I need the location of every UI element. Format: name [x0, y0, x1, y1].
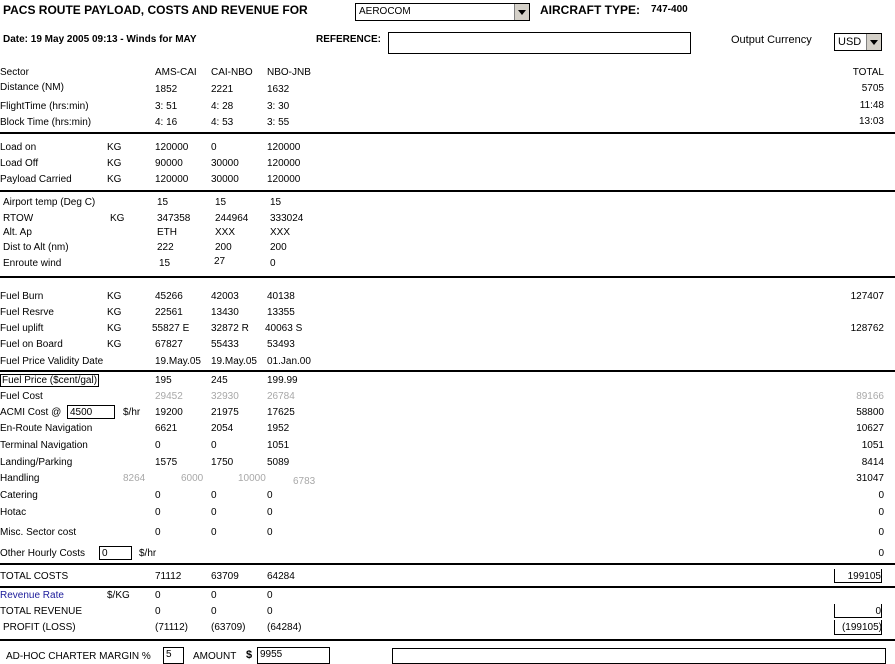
cell: 2221 [211, 84, 234, 95]
row-label: Load Off [0, 158, 39, 169]
cell: 1632 [267, 84, 290, 95]
total-cell: 1051 [861, 440, 884, 451]
row-label: Handling [0, 473, 40, 484]
cell: 4: 28 [211, 101, 234, 112]
cell: 15 [157, 197, 169, 208]
revenue-rate-label[interactable]: Revenue Rate [0, 590, 64, 601]
cell: 45266 [155, 291, 183, 302]
currency-select-value: USD [838, 36, 862, 48]
row-label: Fuel Burn [0, 291, 44, 302]
total-cell: 0 [878, 548, 884, 559]
cell: 17625 [267, 407, 295, 418]
row-label: Catering [0, 490, 38, 501]
cell: 6000 [181, 473, 204, 484]
reference-label: REFERENCE: [316, 34, 382, 45]
cell: 8264 [123, 473, 146, 484]
unit: KG [107, 323, 122, 334]
amount-currency: $ [246, 649, 253, 661]
cell: 244964 [215, 213, 249, 224]
total-cell: 0 [878, 507, 884, 518]
divider [0, 563, 895, 565]
divider [0, 276, 895, 278]
cell: (64284) [267, 622, 302, 633]
row-label: Alt. Ap [3, 227, 32, 238]
cell: 1852 [155, 84, 178, 95]
row-label: Fuel uplift [0, 323, 44, 334]
cell: 21975 [211, 407, 239, 418]
cell: 1952 [267, 423, 290, 434]
cell: 120000 [267, 174, 301, 185]
cell: 5089 [267, 457, 290, 468]
cell: 42003 [211, 291, 239, 302]
divider [0, 132, 895, 134]
unit: $/KG [107, 590, 130, 601]
total-cell: 0 [878, 527, 884, 538]
row-label: Airport temp (Deg C) [3, 197, 96, 208]
cell: 01.Jan.00 [267, 356, 311, 367]
cell: 120000 [267, 142, 301, 153]
cell: (63709) [211, 622, 246, 633]
cell: 19.May.05 [211, 356, 257, 367]
cell: 90000 [155, 158, 183, 169]
cell: 200 [215, 242, 232, 253]
total-cell: 10627 [856, 423, 884, 434]
row-label: Load on [0, 142, 37, 153]
total-cell: 13:03 [858, 116, 884, 127]
unit: KG [107, 174, 122, 185]
sector-col-3: NBO-JNB [267, 67, 311, 78]
cell: (71112) [155, 622, 188, 633]
row-label: Fuel on Board [0, 339, 63, 350]
cell: 0 [155, 527, 161, 538]
total-cell: 0 [875, 606, 881, 617]
cell: 0 [267, 606, 273, 617]
cell: 67827 [155, 339, 183, 350]
sector-col-1: AMS-CAI [155, 67, 197, 78]
row-label: Fuel Cost [0, 391, 43, 402]
row-label: RTOW [3, 213, 34, 224]
row-label: PROFIT (LOSS) [3, 622, 76, 633]
cell: 0 [155, 507, 161, 518]
reference-input[interactable] [388, 32, 691, 54]
cell: 4: 53 [211, 117, 234, 128]
cell: 29452 [155, 391, 183, 402]
total-cell: 0 [878, 490, 884, 501]
cell: 1750 [211, 457, 234, 468]
cell: 3: 55 [267, 117, 290, 128]
total-cell: 89166 [856, 391, 884, 402]
operator-select[interactable] [355, 3, 530, 21]
row-label: FlightTime (hrs:min) [0, 101, 89, 112]
unit: $/hr [139, 548, 157, 559]
page-title: PACS ROUTE PAYLOAD, COSTS AND REVENUE FOR [3, 3, 308, 17]
aircraft-type-value: 747-400 [651, 4, 688, 15]
cell: 333024 [270, 213, 304, 224]
currency-select[interactable] [834, 33, 882, 51]
cell: ETH [157, 227, 177, 238]
cell: 199.99 [267, 375, 298, 386]
cell: 0 [155, 590, 161, 601]
acmi-rate-input[interactable]: 4500 [67, 405, 115, 419]
cell: 1575 [155, 457, 178, 468]
row-label: ACMI Cost @ [0, 407, 62, 418]
cell: 6621 [155, 423, 178, 434]
cell: 120000 [155, 174, 189, 185]
cell: 30000 [211, 174, 239, 185]
cell: 120000 [155, 142, 189, 153]
date-line: Date: 19 May 2005 09:13 - Winds for MAY [3, 34, 197, 45]
row-label: TOTAL REVENUE [0, 606, 83, 617]
aircraft-type-label: AIRCRAFT TYPE: [540, 3, 640, 17]
row-label: TOTAL COSTS [0, 571, 69, 582]
cell: 40138 [267, 291, 295, 302]
cell: 1051 [267, 440, 290, 451]
cell: 245 [211, 375, 228, 386]
cell: 15 [215, 197, 227, 208]
cell: 13430 [211, 307, 239, 318]
cell: 0 [211, 142, 217, 153]
cell: 0 [267, 527, 273, 538]
total-cell: 8414 [861, 457, 884, 468]
row-label: Distance (NM) [0, 82, 64, 93]
row-label: Other Hourly Costs [0, 548, 86, 559]
cell: 64284 [267, 571, 295, 582]
cell: 0 [211, 606, 217, 617]
other-hourly-rate-input[interactable]: 0 [99, 546, 132, 560]
cell: 200 [270, 242, 287, 253]
row-label: En-Route Navigation [0, 423, 93, 434]
cell: 26784 [267, 391, 295, 402]
cell: 63709 [211, 571, 239, 582]
row-label: Fuel Price Validity Date [0, 356, 104, 367]
cell: 347358 [157, 213, 191, 224]
margin-input[interactable]: 5 [163, 647, 184, 664]
operator-select-value: AEROCOM [359, 6, 411, 17]
cell: 22561 [155, 307, 183, 318]
cell: 0 [267, 490, 273, 501]
divider [0, 639, 895, 641]
cell: 4: 16 [155, 117, 178, 128]
unit: KG [107, 307, 122, 318]
cell: 0 [211, 507, 217, 518]
cell: 222 [157, 242, 174, 253]
total-header: TOTAL [852, 67, 884, 78]
unit: $/hr [123, 407, 141, 418]
cell: 6783 [293, 476, 316, 487]
sector-col-2: CAI-NBO [211, 67, 253, 78]
cell: 32872 R [211, 323, 249, 334]
unit: KG [107, 291, 122, 302]
notes-input[interactable] [392, 648, 886, 664]
currency-label: Output Currency [731, 34, 812, 46]
divider [0, 190, 895, 192]
row-label: Dist to Alt (nm) [3, 242, 69, 253]
cell: 0 [267, 590, 273, 601]
cell: 40063 S [265, 323, 303, 334]
row-label: Hotac [0, 507, 27, 518]
cell: 0 [211, 527, 217, 538]
cell: 15 [270, 197, 282, 208]
margin-label: AD-HOC CHARTER MARGIN % [6, 651, 151, 662]
cell: 0 [155, 440, 161, 451]
cell: 0 [211, 440, 217, 451]
unit: KG [107, 142, 122, 153]
cell: 0 [267, 507, 273, 518]
cell: 0 [155, 490, 161, 501]
cell: 15 [159, 258, 171, 269]
chevron-down-icon[interactable] [866, 34, 881, 50]
divider [0, 586, 895, 588]
cell: 19.May.05 [155, 356, 201, 367]
row-label: Misc. Sector cost [0, 527, 77, 538]
cell: 3: 30 [267, 101, 290, 112]
cell: 32930 [211, 391, 239, 402]
total-cell: 31047 [856, 473, 884, 484]
cell: 0 [211, 590, 217, 601]
cell: 10000 [238, 473, 266, 484]
cell: 0 [155, 606, 161, 617]
cell: 53493 [267, 339, 295, 350]
cell: 27 [214, 256, 226, 267]
cell: XXX [270, 227, 291, 238]
fuel-price-button[interactable]: Fuel Price ($cent/gal) [2, 375, 98, 386]
row-label: Block Time (hrs:min) [0, 117, 92, 128]
unit: KG [107, 158, 122, 169]
cell: 55827 E [152, 323, 190, 334]
cell: XXX [215, 227, 236, 238]
row-label: Enroute wind [3, 258, 62, 269]
total-cell: 128762 [850, 323, 884, 334]
cell: 195 [155, 375, 172, 386]
total-cell: (199105) [841, 622, 882, 633]
row-label: Fuel Resrve [0, 307, 54, 318]
cell: 0 [270, 258, 276, 269]
cell: 55433 [211, 339, 239, 350]
row-label: Payload Carried [0, 174, 72, 185]
sector-label: Sector [0, 67, 29, 78]
chevron-down-icon[interactable] [514, 4, 529, 20]
cell: 30000 [211, 158, 239, 169]
cell: 3: 51 [155, 101, 178, 112]
cell: 0 [211, 490, 217, 501]
row-label: Landing/Parking [0, 457, 73, 468]
cell: 120000 [267, 158, 301, 169]
total-cell: 5705 [861, 83, 884, 94]
total-cell: 11:48 [859, 100, 884, 111]
cell: 19200 [155, 407, 183, 418]
cell: 2054 [211, 423, 234, 434]
row-label: Terminal Navigation [0, 440, 88, 451]
divider [0, 370, 895, 372]
total-cell: 58800 [856, 407, 884, 418]
unit: KG [110, 213, 125, 224]
amount-label: AMOUNT [193, 651, 237, 662]
cell: 71112 [155, 571, 182, 582]
unit: KG [107, 339, 122, 350]
total-cell: 127407 [850, 291, 884, 302]
amount-input[interactable]: 9955 [257, 647, 330, 664]
total-cell: 199105 [847, 571, 881, 582]
cell: 13355 [267, 307, 295, 318]
